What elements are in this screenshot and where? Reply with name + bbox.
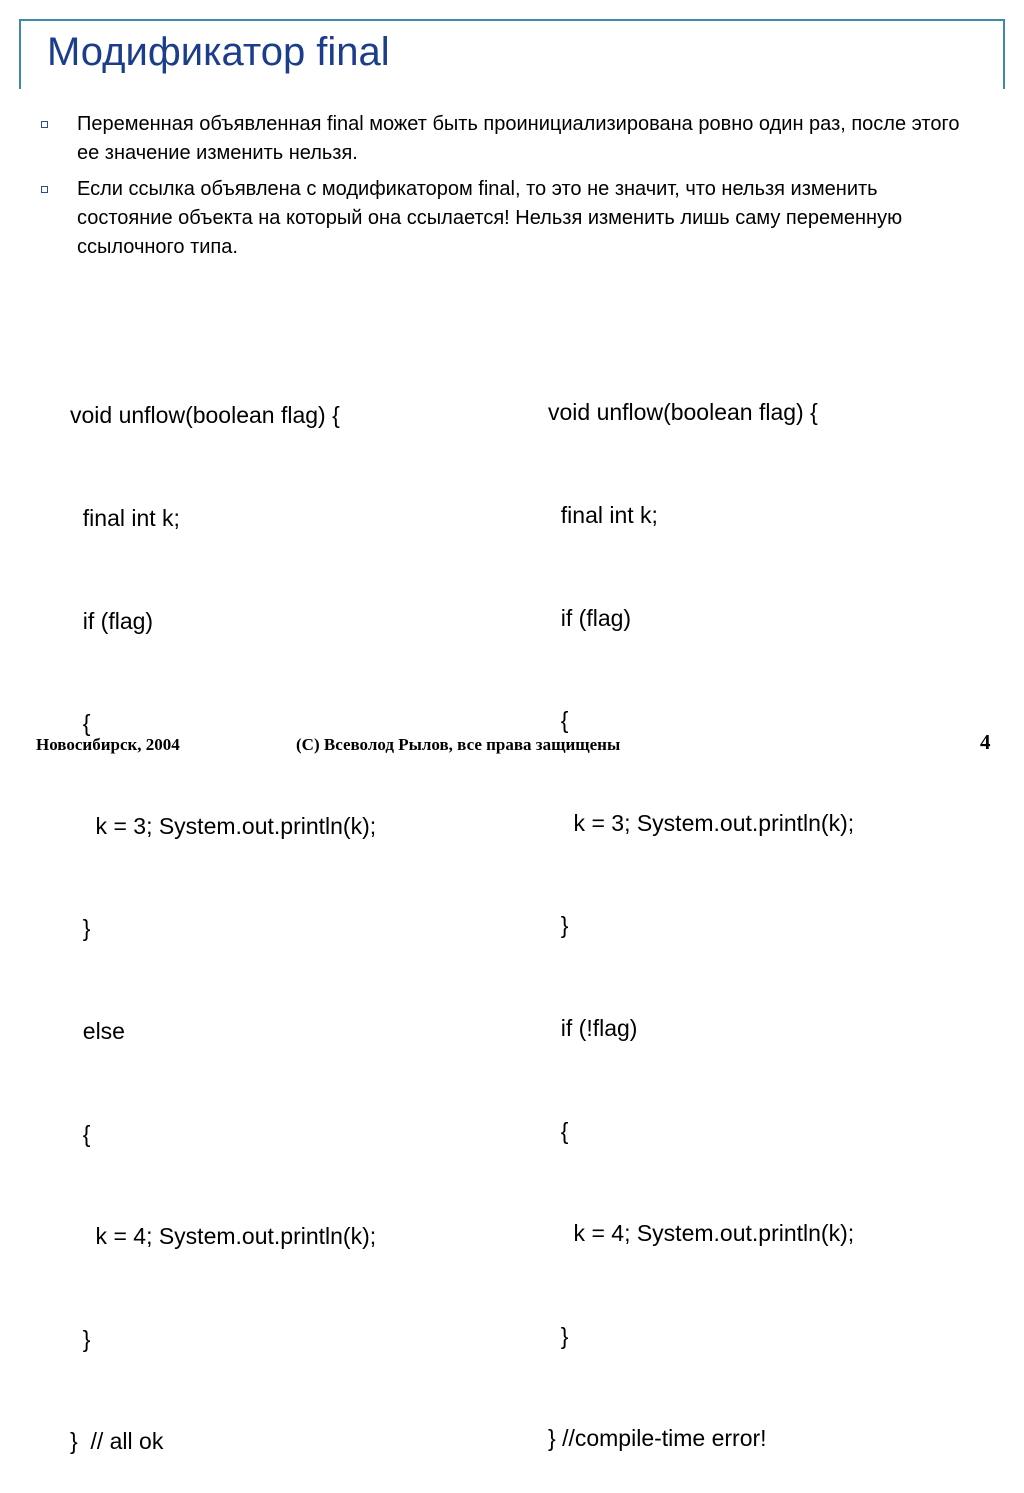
code-line: { (548, 1117, 569, 1144)
code-block-left (70, 330, 376, 1493)
code-line: } (70, 1325, 91, 1352)
code-line: if (!flag) (548, 1014, 638, 1041)
square-bullet-icon (41, 121, 48, 128)
code-line: k = 4; System.out.println(k); (70, 1223, 377, 1250)
code-line: k = 3; System.out.println(k); (548, 809, 855, 836)
code-line: if (flag) (70, 607, 154, 634)
square-bullet-icon (41, 186, 48, 193)
title-frame-top-line (20, 19, 1004, 21)
bullet-text: Если ссылка объявлена с модификатором final, то это не значит, что нельзя изменить состояние объекта на который она ссылается! Нельзя изменить лишь саму переменную ссылочного типа. (77, 178, 903, 258)
title-frame-left-line (19, 19, 21, 89)
code-line: { (70, 710, 91, 737)
footer-location: Новосибирск, 2004 (36, 735, 180, 754)
bullet-item (40, 110, 970, 168)
bullet-list (40, 110, 970, 269)
slide-title: Модификатор final (47, 30, 390, 74)
page-number: 4 (980, 730, 991, 754)
code-line: k = 4; System.out.println(k); (548, 1220, 855, 1247)
code-line: else (70, 1017, 125, 1044)
code-block-right (548, 327, 854, 1490)
code-line: k = 3; System.out.println(k); (70, 812, 377, 839)
bullet-text: Переменная объявленная final может быть проинициализирована ровно один раз, после этого ее значение изменить нельзя. (77, 113, 960, 164)
code-line: } //compile-time error! (548, 1425, 767, 1452)
code-line: } // all ok (70, 1428, 164, 1455)
title-frame-right-line (1003, 19, 1005, 89)
code-line: } (548, 912, 569, 939)
code-line: } (70, 915, 91, 942)
code-line: void unflow(boolean flag) { (548, 399, 818, 426)
code-line: { (70, 1120, 91, 1147)
bullet-item (40, 175, 970, 262)
footer-copyright: (C) Всеволод Рылов, все права защищены (296, 735, 621, 754)
code-line: final int k; (548, 502, 658, 528)
code-line: } (548, 1322, 569, 1349)
code-line: void unflow(boolean flag) { (70, 402, 340, 429)
code-line: if (flag) (548, 604, 632, 631)
code-line: { (548, 707, 569, 734)
code-line: final int k; (70, 505, 180, 531)
